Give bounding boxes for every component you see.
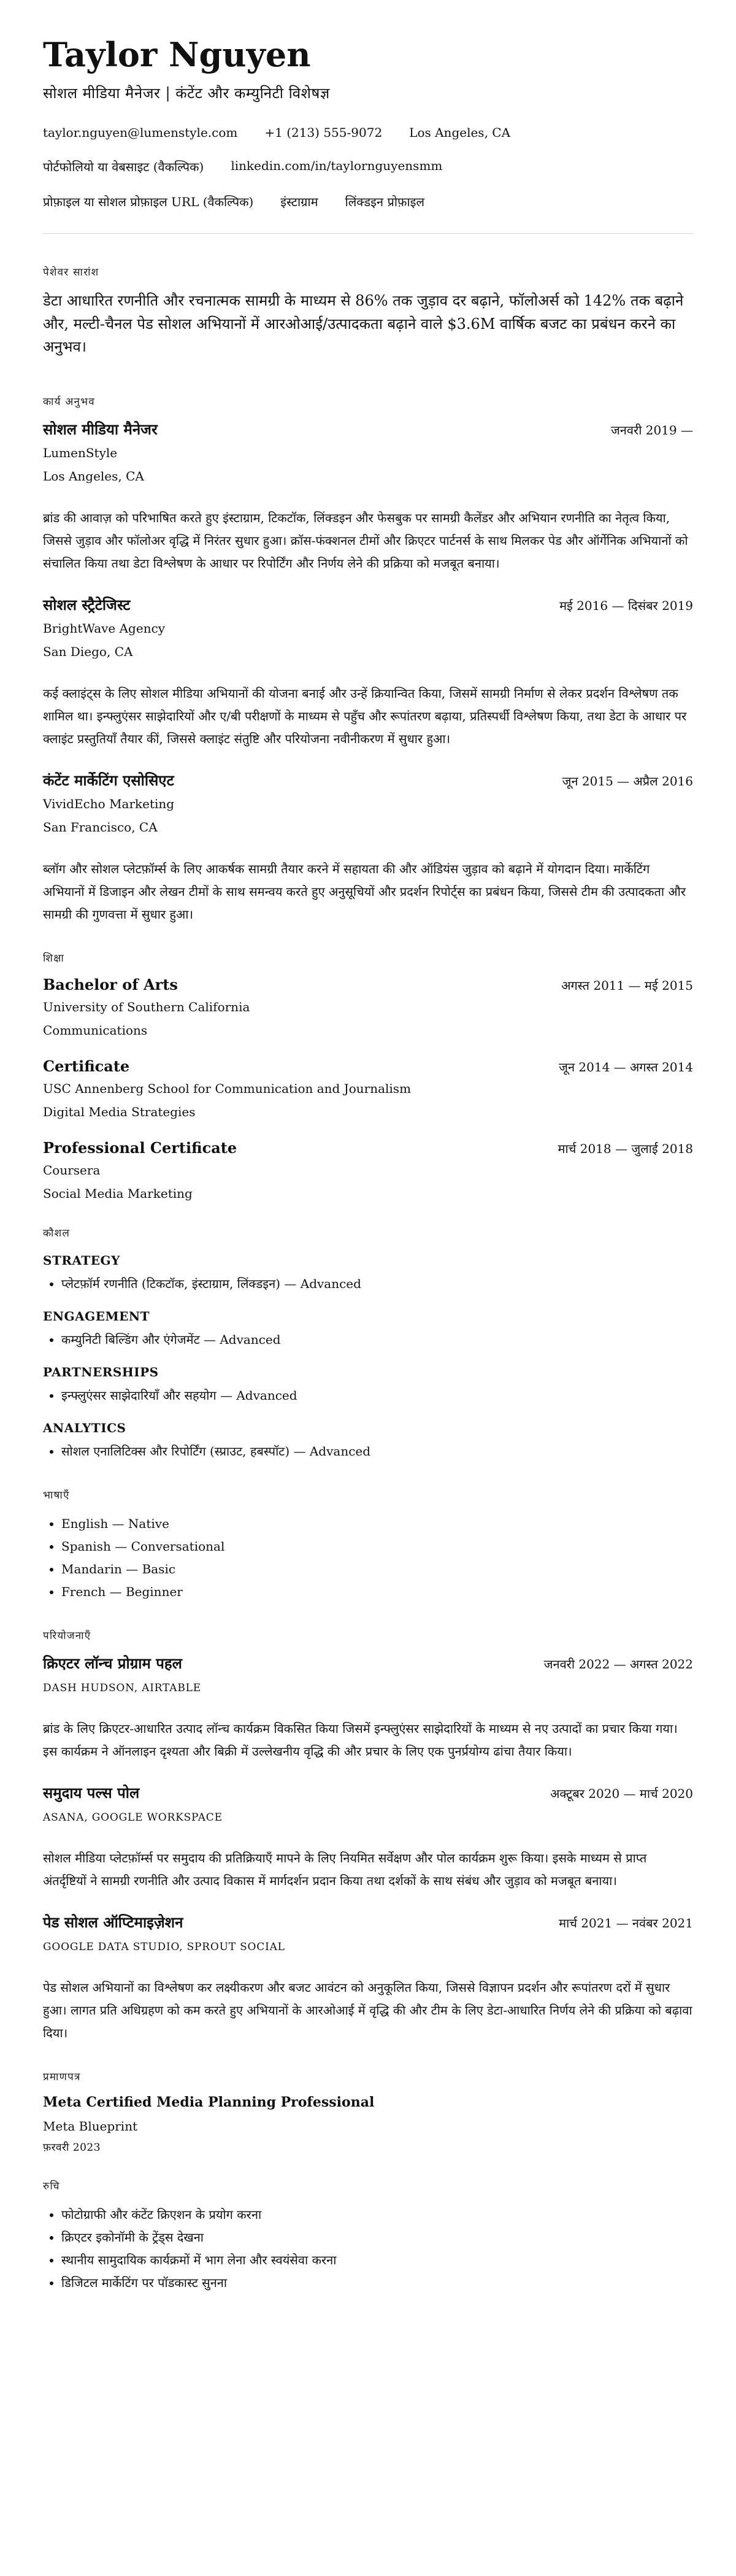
- project-description: पेड सोशल अभियानों का विश्लेषण कर लक्ष्यीकरण और बजट आवंटन को अनुकूलित किया, जिससे विज्ञापन प्रदर्शन और रूपांतरण दरों में सुधार हुआ। लागत प्रति अधिग्रहण को कम करते हुए अभियानों के आरओआई में वृद्धि की और टीम के लिए डेटा-आधारित निर्णय लेने की प्रक्रिया को बढ़ावा दिया।: [43, 1980, 692, 2040]
- school-name: USC Annenberg School for Communication and Journalism: [43, 1081, 412, 1096]
- project-description: ब्रांड के लिए क्रिएटर-आधारित उत्पाद लॉन्च कार्यक्रम विकसित किया जिसमें इन्फ्लुएंसर साझेदारियों के माध्यम से नए उत्पादों का प्रचार किया गया। इस कार्यक्रम ने ऑनलाइन दृश्यता और बिक्री में उल्लेखनीय वृद्धि की और प्रचार के लिए एक पुनर्प्रयोग्य ढांचा तैयार किया।: [43, 1721, 678, 1759]
- job-location: San Francisco, CA: [43, 819, 158, 835]
- certification-date: फ़रवरी 2023: [43, 2141, 101, 2154]
- school-name: Coursera: [43, 1162, 101, 1178]
- candidate-name: Taylor Nguyen: [43, 35, 311, 74]
- summary-section: [43, 264, 693, 358]
- phone-number[interactable]: +1 (213) 555-9072: [264, 125, 383, 141]
- project-tools: ASANA, GOOGLE WORKSPACE: [43, 1811, 223, 1824]
- linkedin-profile-link[interactable]: लिंक्डइन प्रोफ़ाइल: [345, 195, 424, 210]
- education-date: मार्च 2018 — जुलाई 2018: [558, 1141, 693, 1156]
- section-title-interests: रुचि: [43, 2180, 60, 2192]
- interest-item: • स्थानीय सामुदायिक कार्यक्रमों में भाग लेना और स्वयंसेवा करना: [61, 2249, 693, 2272]
- section-title-projects: परियोजनाएँ: [43, 1629, 91, 1642]
- job-date: जनवरी 2019 —: [610, 422, 693, 438]
- education-item: [43, 1139, 693, 1201]
- field-of-study: Digital Media Strategies: [43, 1104, 196, 1119]
- section-title-education: शिक्षा: [43, 952, 64, 965]
- company-name: VividEcho Marketing: [43, 796, 175, 811]
- interest-item: • फोटोग्राफी और कंटेंट क्रिएशन के प्रयोग करना: [61, 2204, 693, 2226]
- education-item: [43, 976, 693, 1038]
- project-item: [43, 1653, 693, 1763]
- links-row-2: [43, 193, 693, 210]
- language-item: • Spanish — Conversational: [61, 1535, 693, 1558]
- degree-name: Professional Certificate: [43, 1138, 237, 1157]
- education-section: [43, 951, 693, 1201]
- experience-item: [43, 595, 693, 750]
- degree-name: Certificate: [43, 1057, 130, 1075]
- experience-item: [43, 770, 693, 926]
- section-title-certifications: प्रमाणपत्र: [43, 2070, 81, 2083]
- job-title: सोशल स्ट्रैटेजिस्ट: [43, 595, 131, 614]
- linkedin-link[interactable]: linkedin.com/in/taylornguyensmm: [231, 158, 443, 174]
- project-date: अक्टूबर 2020 — मार्च 2020: [550, 1786, 693, 1801]
- portfolio-link[interactable]: पोर्टफोलियो या वेबसाइट (वैकल्पिक): [43, 160, 204, 175]
- experience-item: [43, 419, 693, 575]
- instagram-link[interactable]: इंस्टाग्राम: [280, 195, 318, 210]
- job-description: ब्रांड की आवाज़ को परिभाषित करते हुए इंस्टाग्राम, टिकटॉक, लिंक्डइन और फेसबुक पर सामग्री कैलेंडर और अभियान रणनीति का नेतृत्व किया, जिससे जुड़ाव और फॉलोअर वृद्धि में निरंतर सुधार हुआ। क्रॉस-फंक्शनल टीमों और क्रिएटर पार्टनर्स के साथ मिलकर पेड और ऑर्गेनिक अभियानों को संचालित किया तथा डेटा विश्लेषण के आधार पर रिपोर्टिंग और निर्णय लेने की प्रक्रिया को मजबूत बनाया।: [43, 510, 688, 571]
- skills-section: [43, 1225, 693, 1463]
- email-link[interactable]: taylor.nguyen@lumenstyle.com: [43, 125, 238, 141]
- job-date: जून 2015 — अप्रैल 2016: [562, 773, 693, 789]
- skill-item: • प्लेटफ़ॉर्म रणनीति (टिकटॉक, इंस्टाग्राम, लिंक्डइन) — Advanced: [61, 1273, 693, 1295]
- section-title-summary: पेशेवर सारांश: [43, 266, 99, 279]
- skill-item: • इन्फ्लुएंसर साझेदारियाँ और सहयोग — Advanced: [61, 1384, 693, 1407]
- degree-name: Bachelor of Arts: [43, 975, 178, 993]
- section-title-skills: कौशल: [43, 1227, 71, 1240]
- job-description: कई क्लाइंट्स के लिए सोशल मीडिया अभियानों की योजना बनाई और उन्हें क्रियान्वित किया, जिसमें सामग्री निर्माण से लेकर प्रदर्शन विश्लेषण तक शामिल था। इन्फ्लुएंसर साझेदारियों और ए/बी परीक्षणों के माध्यम से पहुँच और रूपांतरण बढ़ाया, प्रतिस्पर्धी विश्लेषण किया, तथा डेटा के आधार पर क्लाइंट प्रस्तुतियाँ तैयार कीं, जिससे क्लाइंट संतुष्टि और परियोजना नवीनीकरण में सुधार हुआ।: [43, 685, 687, 746]
- skill-category: ENGAGEMENT: [43, 1308, 150, 1324]
- job-description: ब्लॉग और सोशल प्लेटफ़ॉर्म्स के लिए आकर्षक सामग्री तैयार करने में सहायता की और ऑडियंस जुड़ाव को बढ़ाने में योगदान दिया। मार्केटिंग अभियानों में डिजाइन और लेखन टीमों के साथ समन्वय करते हुए अनुसूचियों और प्रदर्शन रिपोर्ट्स का प्रबंधन किया, जिससे टीम की उत्पादकता और सामग्री की गुणवत्ता में सुधार हुआ।: [43, 861, 686, 922]
- education-date: अगस्त 2011 — मई 2015: [561, 978, 693, 993]
- location-text: Los Angeles, CA: [409, 125, 511, 141]
- job-title: कंटेंट मार्केटिंग एसोसिएट: [43, 771, 174, 789]
- skill-category: STRATEGY: [43, 1252, 120, 1268]
- summary-text: डेटा आधारित रणनीति और रचनात्मक सामग्री के माध्यम से 86% तक जुड़ाव दर बढ़ाने, फॉलोअर्स को 142% तक बढ़ाने और, मल्टी-चैनल पेड सोशल अभियानों में आरओआई/उत्पादकता बढ़ाने वाले $3.6M वार्षिक बजट का प्रबंधन करने का अनुभव।: [43, 292, 684, 355]
- contact-row: [43, 125, 693, 140]
- language-item: • French — Beginner: [61, 1581, 693, 1603]
- field-of-study: Communications: [43, 1022, 148, 1038]
- languages-section: [43, 1487, 693, 1603]
- school-name: University of Southern California: [43, 999, 250, 1014]
- company-name: BrightWave Agency: [43, 620, 166, 636]
- project-date: मार्च 2021 — नवंबर 2021: [559, 1915, 693, 1930]
- interests-section: [43, 2178, 693, 2294]
- project-tools: DASH HUDSON, AIRTABLE: [43, 1681, 201, 1694]
- projects-section: [43, 1628, 693, 2045]
- project-item: [43, 1912, 693, 2045]
- certification-issuer: Meta Blueprint: [43, 2118, 138, 2134]
- job-location: San Diego, CA: [43, 644, 133, 659]
- candidate-subtitle: सोशल मीडिया मैनेजर | कंटेंट और कम्युनिटी विशेषज्ञ: [43, 85, 330, 102]
- project-title: समुदाय पल्स पोल: [43, 1783, 140, 1802]
- company-name: LumenStyle: [43, 445, 118, 460]
- job-date: मई 2016 — दिसंबर 2019: [559, 598, 693, 613]
- links-row-1: [43, 158, 693, 175]
- project-tools: GOOGLE DATA STUDIO, SPROUT SOCIAL: [43, 1940, 285, 1953]
- project-title: क्रिएटर लॉन्च प्रोग्राम पहल: [43, 1654, 182, 1672]
- certification-name: Meta Certified Media Planning Professional: [43, 2094, 375, 2110]
- education-item: [43, 1057, 693, 1119]
- section-title-experience: कार्य अनुभव: [43, 395, 95, 408]
- project-item: [43, 1783, 693, 1892]
- header-divider: [43, 233, 693, 234]
- skill-item: • सोशल एनालिटिक्स और रिपोर्टिंग (स्प्राउट, हबस्पॉट) — Advanced: [61, 1440, 693, 1463]
- skill-category: ANALYTICS: [43, 1420, 126, 1435]
- experience-section: [43, 394, 693, 926]
- interest-item: • डिजिटल मार्केटिंग पर पॉडकास्ट सुनना: [61, 2272, 693, 2294]
- interest-item: • क्रिएटर इकोनॉमी के ट्रेंड्स देखना: [61, 2226, 693, 2249]
- job-title: सोशल मीडिया मैनेजर: [43, 420, 158, 438]
- profile-url-link[interactable]: प्रोफ़ाइल या सोशल प्रोफ़ाइल URL (वैकल्पिक): [43, 195, 254, 210]
- skill-item: • कम्युनिटी बिल्डिंग और एंगेजमेंट — Advanced: [61, 1328, 693, 1351]
- education-date: जून 2014 — अगस्त 2014: [559, 1059, 693, 1074]
- certifications-section: [43, 2069, 693, 2154]
- field-of-study: Social Media Marketing: [43, 1186, 193, 1201]
- job-location: Los Angeles, CA: [43, 468, 144, 484]
- project-title: पेड सोशल ऑप्टिमाइज़ेशन: [43, 1913, 183, 1931]
- skill-category: PARTNERSHIPS: [43, 1364, 159, 1379]
- language-item: • Mandarin — Basic: [61, 1558, 693, 1581]
- language-item: • English — Native: [61, 1513, 693, 1535]
- section-title-languages: भाषाएँ: [43, 1489, 70, 1502]
- project-description: सोशल मीडिया प्लेटफ़ॉर्म्स पर समुदाय की प्रतिक्रियाएँ मापने के लिए नियमित सर्वेक्षण और पोल कार्यक्रम शुरू किया। इसके माध्यम से प्राप्त अंतर्दृष्टियों ने सामग्री रणनीति और उत्पाद विकास में मार्गदर्शन प्रदान किया तथा दर्शकों के साथ संबंध और जुड़ाव को मजबूत बनाया।: [43, 1850, 647, 1888]
- project-date: जनवरी 2022 — अगस्त 2022: [543, 1656, 693, 1672]
